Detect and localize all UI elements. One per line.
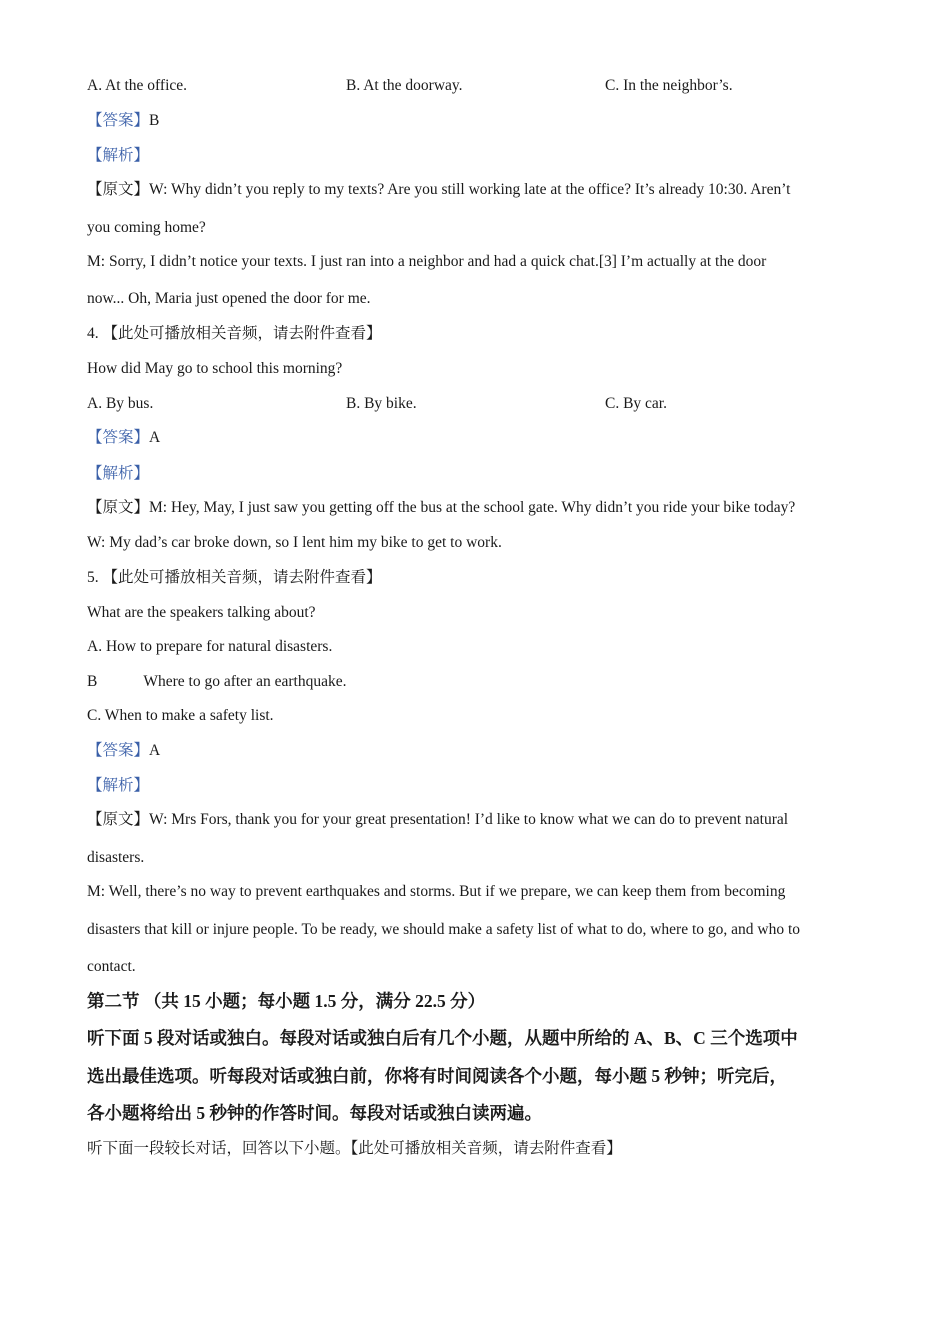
q4-answer [87, 428, 160, 448]
q3-analysis-tag: 【解析】 [87, 147, 150, 164]
q5-option-b [87, 672, 346, 692]
q4-analysis-tag: 【解析】 [87, 465, 150, 482]
q4-option-c: C. By car. [605, 395, 667, 412]
answer-tag: 【答案】 [87, 742, 150, 759]
q5-option-a: A. How to prepare for natural disasters. [87, 638, 333, 655]
q5-transcript-m-3: contact. [87, 958, 136, 975]
q4-question: How did May go to school this morning? [87, 360, 343, 377]
q5-question: What are the speakers talking about? [87, 604, 316, 621]
q3-option-b: B. At the doorway. [346, 77, 463, 94]
q3-transcript-m-1: M: Sorry, I didn’t notice your texts. I just ran into a neighbor and had a quick chat.[3] I’m actually at the door [87, 253, 767, 270]
answer-value: A [149, 742, 161, 759]
q5-transcript-w-2: disasters. [87, 849, 145, 866]
q3-option-c: C. In the neighbor’s. [605, 77, 733, 94]
q5-header: 5. 【此处可播放相关音频，请去附件查看】 [87, 569, 382, 586]
q5-option-c: C. When to make a safety list. [87, 707, 274, 724]
q5-transcript-m-2: disasters that kill or injure people. To be ready, we should make a safety list of what to do, where to go, and who to [87, 921, 801, 938]
q3-option-a: A. At the office. [87, 77, 188, 94]
q4-transcript-w: W: My dad’s car broke down, so I lent him my bike to get to work. [87, 534, 502, 551]
answer-tag: 【答案】 [87, 112, 150, 129]
section-instructions-3: 各小题将给出 5 秒钟的作答时间。每段对话或独白读两遍。 [87, 1103, 542, 1123]
q3-transcript-w-1 [87, 180, 790, 200]
section-title: 第二节 （共 15 小题；每小题 1.5 分，满分 22.5 分） [87, 991, 486, 1011]
q5-analysis-tag: 【解析】 [87, 777, 150, 794]
transcript-text: M: Hey, May, I just saw you getting off the bus at the school gate. Why didn’t you ride your bike today? [149, 499, 796, 516]
transcript-text: W: Mrs Fors, thank you for your great presentation! I’d like to know what we can do to prevent natural [149, 811, 789, 828]
answer-tag: 【答案】 [87, 429, 150, 446]
q3-transcript-w-2: you coming home? [87, 219, 206, 236]
q4-option-a: A. By bus. [87, 395, 154, 412]
q4-option-b: B. By bike. [346, 395, 417, 412]
transcript-text: W: Why didn’t you reply to my texts? Are you still working late at the office? It’s already 10:30. Aren’t [149, 181, 791, 198]
transcript-tag: 【原文】 [87, 181, 150, 198]
q4-transcript-m [87, 498, 795, 518]
transcript-tag: 【原文】 [87, 499, 150, 516]
option-letter: B [87, 673, 98, 690]
answer-value: A [149, 429, 161, 446]
transcript-tag: 【原文】 [87, 811, 150, 828]
section-instructions-1: 听下面 5 段对话或独白。每段对话或独白后有几个小题，从题中所给的 A、B、C 三个选项中 [87, 1028, 798, 1048]
q5-transcript-w-1 [87, 810, 788, 830]
answer-value: B [149, 112, 160, 129]
q5-transcript-m-1: M: Well, there’s no way to prevent earthquakes and storms. But if we prepare, we can keep them from becoming [87, 883, 786, 900]
section-intro: 听下面一段较长对话，回答以下小题。【此处可播放相关音频，请去附件查看】 [87, 1140, 622, 1157]
section-instructions-2: 选出最佳选项。听每段对话或独白前，你将有时间阅读各个小题，每小题 5 秒钟；听完后， [87, 1066, 787, 1086]
option-text: Where to go after an earthquake. [143, 673, 347, 690]
q5-answer [87, 741, 160, 761]
q3-transcript-m-2: now... Oh, Maria just opened the door for me. [87, 290, 371, 307]
q4-header: 4. 【此处可播放相关音频，请去附件查看】 [87, 325, 382, 342]
q3-answer [87, 111, 159, 131]
